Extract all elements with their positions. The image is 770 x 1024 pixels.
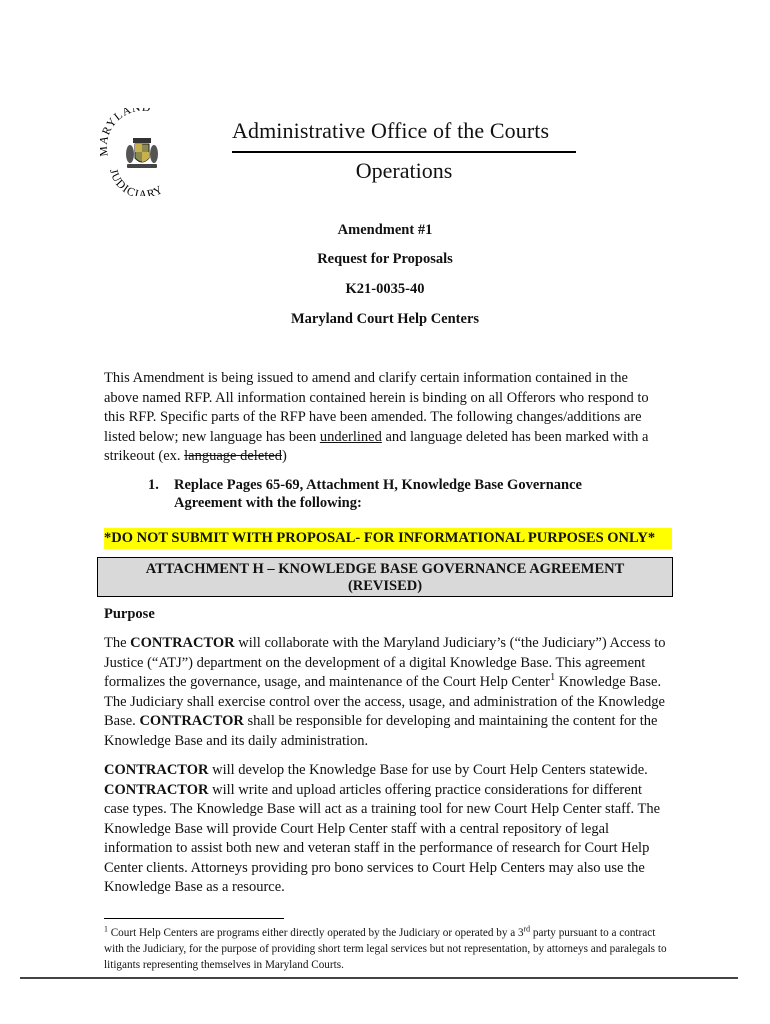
maryland-judiciary-seal [100,108,184,196]
informational-notice: *DO NOT SUBMIT WITH PROPOSAL- FOR INFORMATIONAL PURPOSES ONLY* [104,528,672,549]
seal-text-bottom: JUDICIARY [106,167,166,196]
attachment-revised: (REVISED) [347,578,423,594]
purpose-paragraph-1: The CONTRACTOR will collaborate with the Maryland Judiciary’s (“the Judiciary”) Access to Justice (“ATJ”) department on the development of a digital Knowledge Base. This agreement formalizes the governance, usage, and maintenance of the Court Help Center$^1$ Knowledge Base. The Judiciary shall exercise control over the access, usage, and administration of the Knowledge Base. CONTRACTOR shall be responsible for developing and maintaining the content for the Knowledge Base and its daily administration. [104,635,666,749]
purpose-heading: Purpose [104,606,155,622]
svg-text:JUDICIARY [107,168,166,196]
footnote: $^1$ Court Help Centers are programs either directly operated by the Judiciary or operated by a 3rd party pursuant to a contract with the Judiciary, for the purpose of providing short term legal services but not representation, by attorneys and paralegals to litigants representing themselves in Maryland Courts. [104,924,667,971]
header-divider [232,151,576,153]
amendment-heading: Amendment #1 [337,222,433,238]
footnote-divider [104,918,284,919]
underline-example: underlined [319,428,382,445]
office-subtitle: Operations [355,158,453,183]
list-item-number: 1. [148,477,159,493]
purpose-paragraph-2: CONTRACTOR will develop the Knowledge Base for use by Court Help Centers statewide. CONTRACTOR will write and upload articles offering practice considerations for different case types. The Knowledge Base will act as a training tool for new Court Help Center staff. The Knowledge Base will provide Court Help Center staff with a central repository of legal information to assist both new and veteran staff in the performance of research for Court Help Center clients. Attorneys providing pro bono services to Court Help Centers may also use the Knowledge Base as a resource. [104,762,661,895]
rfp-number: K21-0035-40 [345,281,425,297]
seal-text-top: RYLAND [100,108,152,137]
attachment-title-box [97,557,673,597]
footnote-reference: 1 [550,672,556,684]
list-item-text: Replace Pages 65-69, Attachment H, Knowledge Base Governance Agreement with the following: [174,477,582,511]
rfp-label: Request for Proposals [317,251,453,267]
project-title: Maryland Court Help Centers [290,311,480,327]
office-title: Administrative Office of the Courts [232,118,550,143]
footnote-mark: 1 [104,924,108,934]
intro-paragraph: This Amendment is being issued to amend and clarify certain information contained in the above named RFP. All information contained herein is binding on all Offerors who respond to this RFP. Specific parts of the RFP have been amended. The following changes/additions are listed below; new language has been underlined and language deleted has been marked with a strikeout (ex. language deleted) [104,370,649,464]
list-item-1 [148,476,618,512]
attachment-title: ATTACHMENT H – KNOWLEDGE BASE GOVERNANCE AGREEMENT [145,561,625,577]
strikeout-example: language deleted [184,448,282,464]
page-bottom-divider [20,977,738,979]
